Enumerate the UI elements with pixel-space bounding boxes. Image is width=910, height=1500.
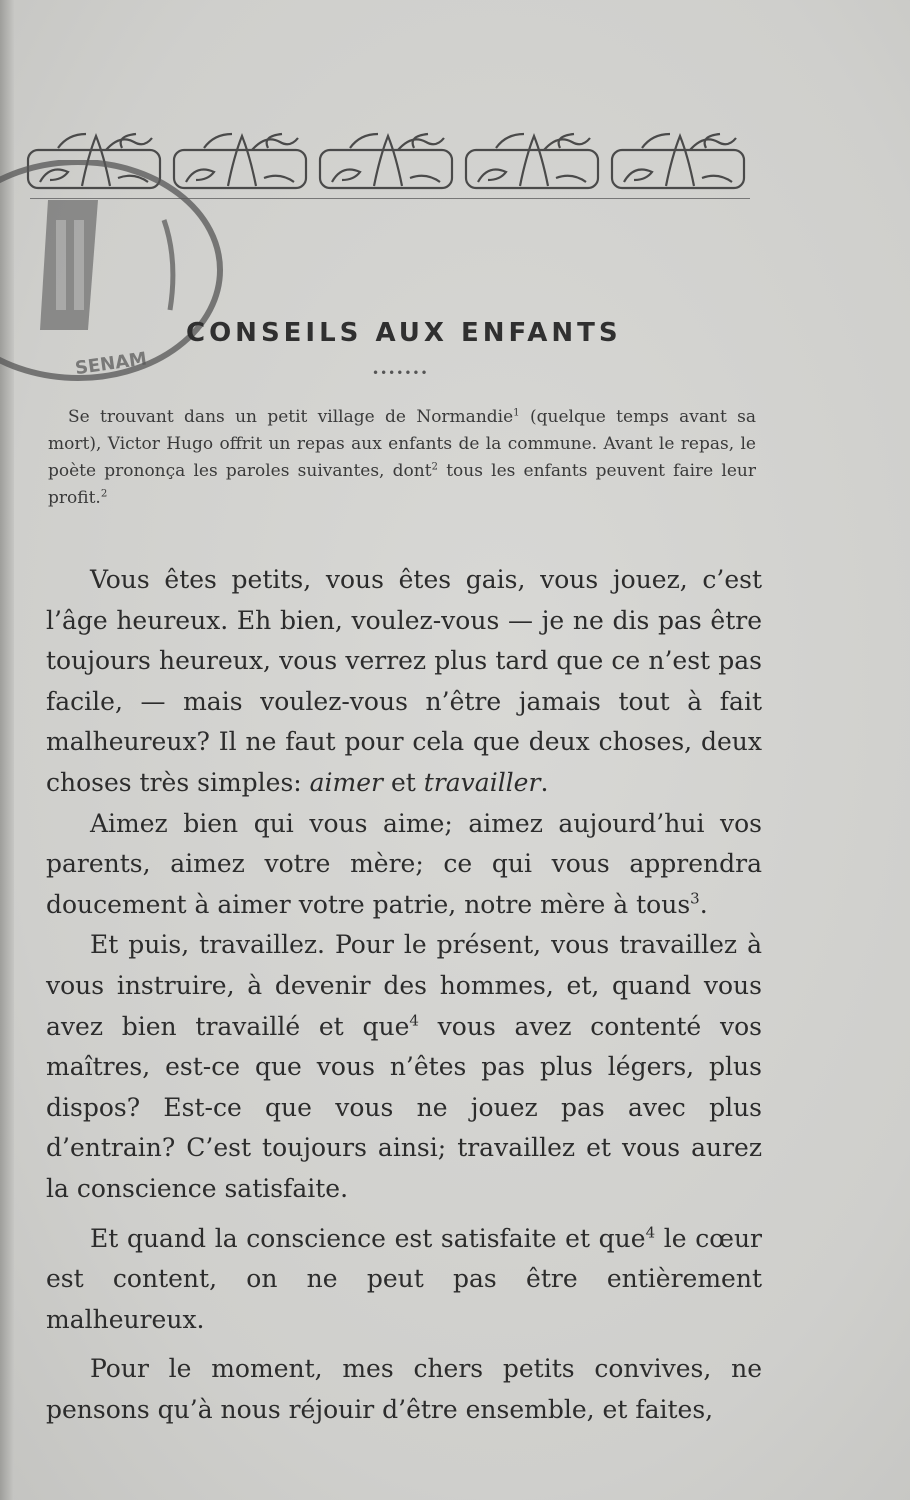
ornament-tile — [466, 134, 598, 188]
paragraph — [46, 925, 762, 1209]
footnote-mark: 2 — [100, 488, 108, 500]
paragraph — [46, 560, 762, 804]
paragraph-text: Pour le moment, mes chers petits convives, ne pensons qu’à nous réjouir d’être ensemble, et faites, — [46, 1354, 762, 1424]
paragraph-text: le cœur est content, on ne peut pas être entièrement malheureux. — [46, 1223, 762, 1334]
ornament-tile — [320, 134, 452, 188]
title-ornament: ••••••• — [372, 366, 429, 380]
paragraph-text: Et puis, travaillez. Pour le présent, vous travaillez à vous instruire, à devenir des hommes, et, quand vous avez bien travaillé et que — [46, 930, 762, 1041]
intro-text: Se trouvant dans un petit village de Normandie — [68, 407, 514, 427]
paragraph-text: et — [383, 767, 424, 797]
paragraph-text: Aimez bien qui vous aime; aimez aujourd’hui vos parents, aimez votre mère; ce qui vous apprendra doucement à aimer votre patrie, notre mère à tous — [46, 808, 762, 919]
paragraph-text: . — [699, 889, 708, 919]
intro-text: tous les enfants peuvent faire leur profit. — [48, 461, 756, 508]
paragraph — [46, 1219, 762, 1341]
stamp-text: SENAM — [73, 348, 149, 380]
library-stamp — [0, 160, 228, 390]
chapter-title: CONSEILS AUX ENFANTS — [186, 318, 622, 348]
paragraph — [46, 1349, 762, 1430]
paragraph-text: Vous êtes petits, vous êtes gais, vous jouez, c’est l’âge heureux. Eh bien, voulez-vous — je ne dis pas être toujours heureux, vous verrez plus tard que ce n’est pas facile, — mais voulez-vous n’être jamais tout à fait malheureux? Il ne faut pour cela que deux choses, deux choses très simples: — [46, 565, 762, 797]
body-text — [46, 560, 762, 1430]
emphasis-travailler: travailler — [423, 767, 541, 797]
footnote-mark: 4 — [409, 1011, 419, 1030]
paragraph — [46, 804, 762, 926]
footnote-mark: 4 — [645, 1223, 656, 1242]
ornament-tile — [612, 134, 744, 188]
intro-text: (quelque temps avant sa mort), Victor Hugo offrit un repas aux enfants de la commune. Avant le repas, le poète prononça les paroles suivantes, dont — [48, 407, 756, 481]
intro-paragraph — [48, 404, 756, 512]
footnote-mark: 1 — [513, 407, 520, 419]
footnote-mark: 3 — [690, 889, 700, 908]
paragraph-text: vous avez contenté vos maîtres, est-ce que vous n’êtes pas plus légers, plus dispos? Est-ce que vous ne jouez pas avec plus d’entrain? C’est toujours ainsi; travaillez et vous aurez la conscience satisfaite. — [46, 1011, 762, 1203]
footnote-mark: 2 — [431, 461, 439, 473]
emphasis-aimer: aimer — [309, 767, 384, 797]
paragraph-text: Et quand la conscience est satisfaite et que — [90, 1223, 646, 1253]
paragraph-text: . — [540, 767, 549, 797]
